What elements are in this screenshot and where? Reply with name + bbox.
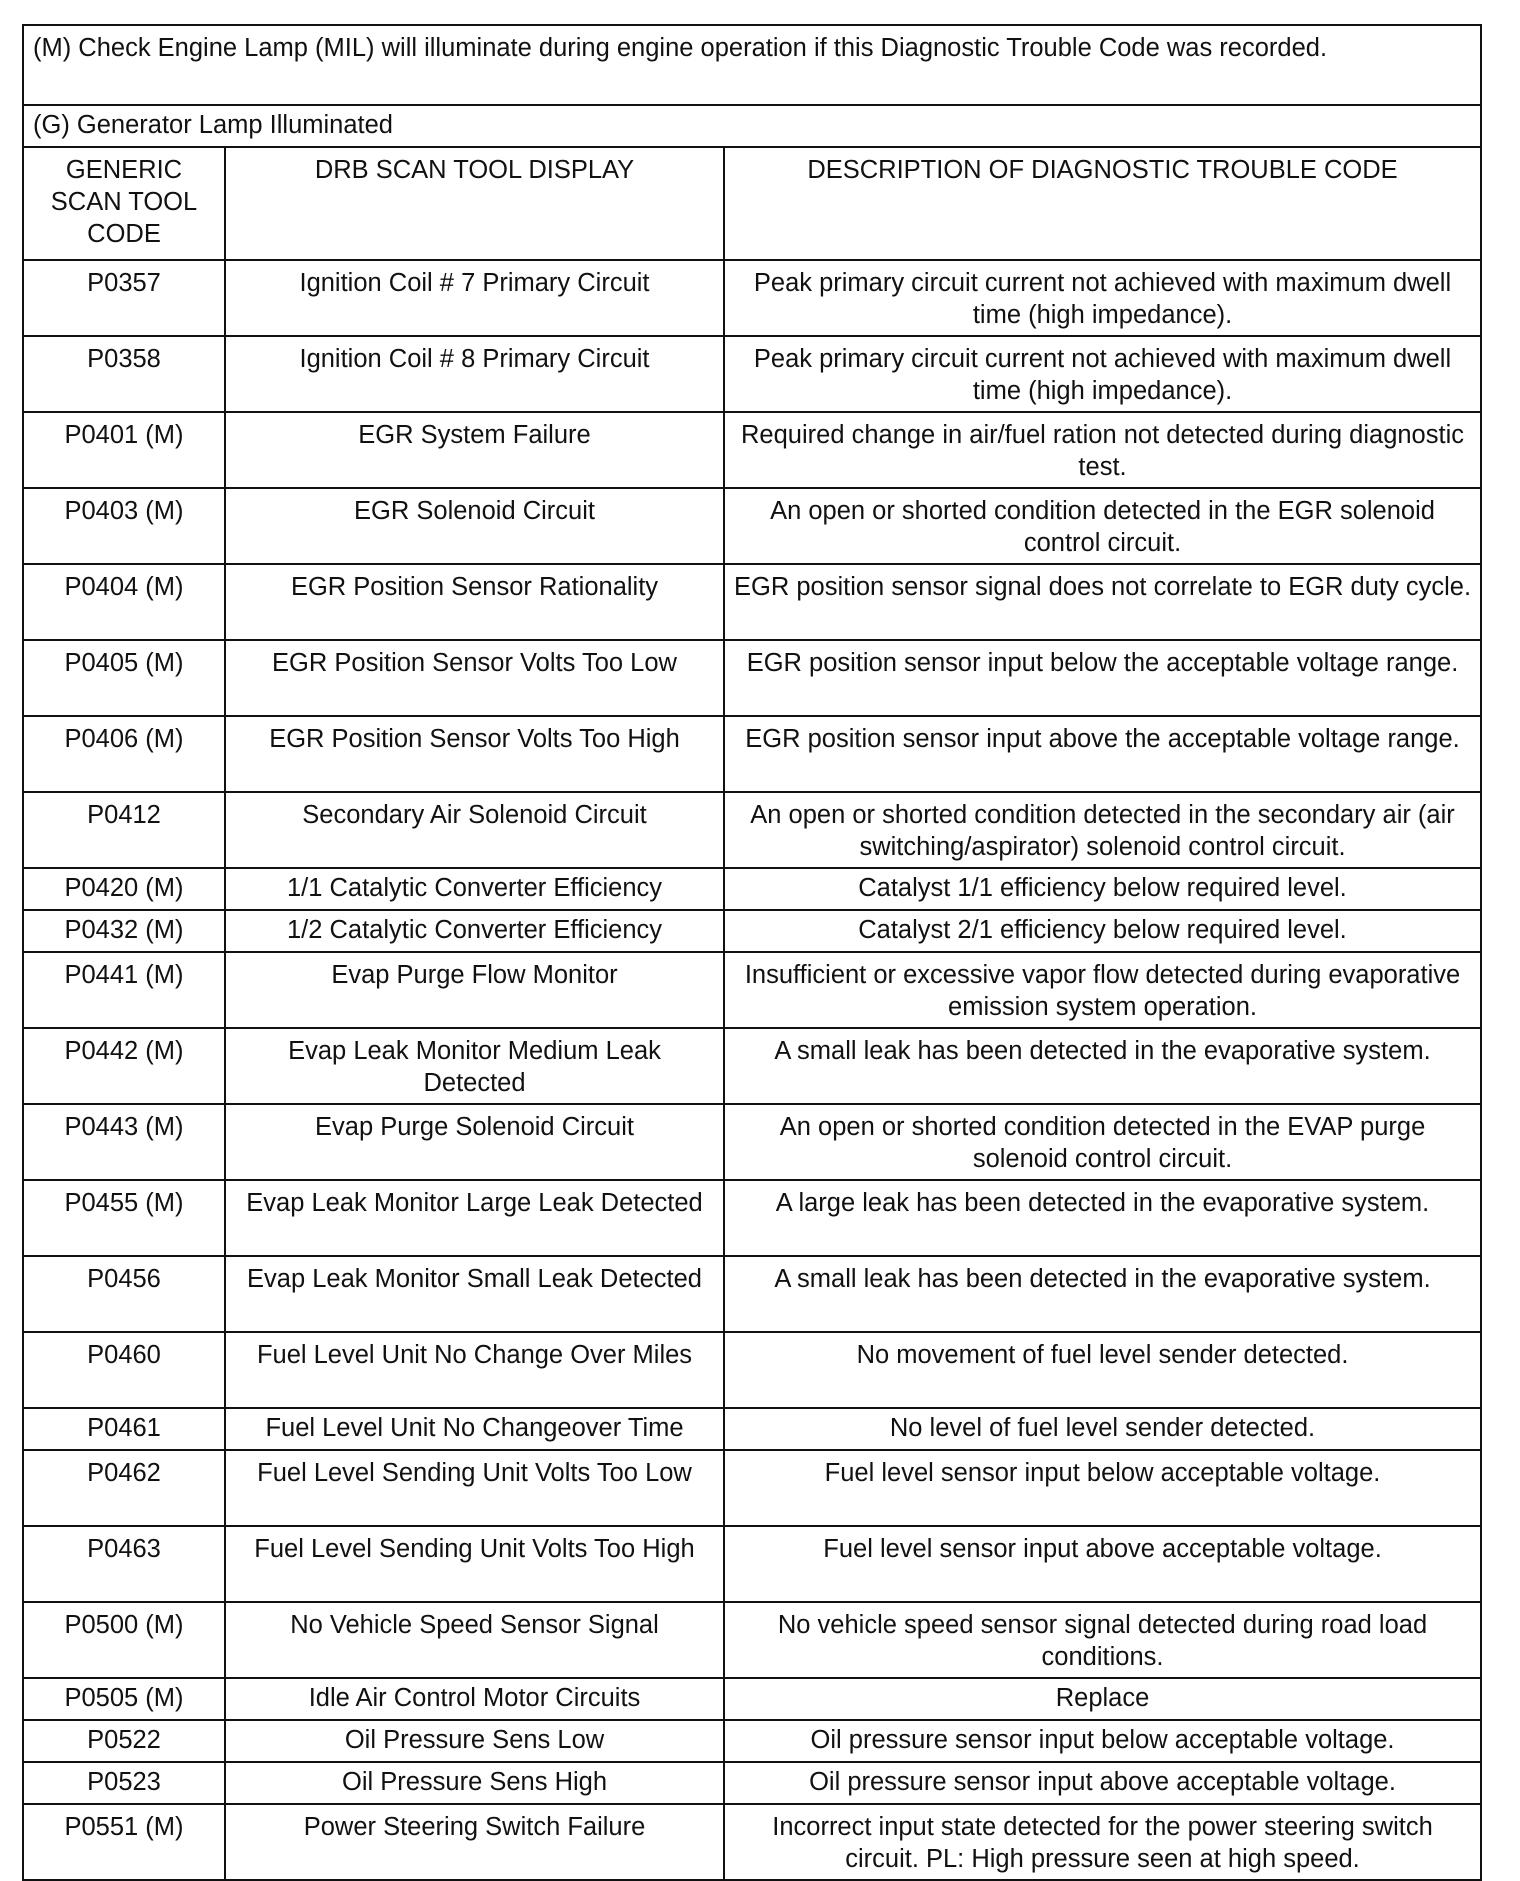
- scan-tool-display: EGR Position Sensor Rationality: [225, 564, 724, 640]
- header-description: DESCRIPTION OF DIAGNOSTIC TROUBLE CODE: [724, 147, 1481, 260]
- mil-note: (M) Check Engine Lamp (MIL) will illuminate during engine operation if this Diagnostic Trouble Code was recorded.: [23, 25, 1481, 105]
- dtc-code: P0460: [23, 1332, 225, 1408]
- dtc-description: EGR position sensor input below the acceptable voltage range.: [724, 640, 1481, 716]
- scan-tool-display: Evap Purge Solenoid Circuit: [225, 1104, 724, 1180]
- scan-tool-display: 1/1 Catalytic Converter Efficiency: [225, 868, 724, 910]
- dtc-description: An open or shorted condition detected in the secondary air (air switching/aspirator) solenoid control circuit.: [724, 792, 1481, 868]
- dtc-description: Insufficient or excessive vapor flow detected during evaporative emission system operation.: [724, 952, 1481, 1028]
- table-row: [23, 1602, 1481, 1678]
- table-row: [23, 792, 1481, 868]
- dtc-description: Catalyst 1/1 efficiency below required level.: [724, 868, 1481, 910]
- generator-note-row: [23, 105, 1481, 147]
- dtc-description: EGR position sensor signal does not correlate to EGR duty cycle.: [724, 564, 1481, 640]
- dtc-description: A small leak has been detected in the evaporative system.: [724, 1028, 1481, 1104]
- dtc-description: A small leak has been detected in the evaporative system.: [724, 1256, 1481, 1332]
- dtc-code: P0443 (M): [23, 1104, 225, 1180]
- dtc-description: Required change in air/fuel ration not detected during diagnostic test.: [724, 412, 1481, 488]
- dtc-description: No vehicle speed sensor signal detected during road load conditions.: [724, 1602, 1481, 1678]
- scan-tool-display: Secondary Air Solenoid Circuit: [225, 792, 724, 868]
- dtc-code: P0404 (M): [23, 564, 225, 640]
- dtc-code: P0456: [23, 1256, 225, 1332]
- table-row: [23, 260, 1481, 336]
- scan-tool-display: Fuel Level Unit No Changeover Time: [225, 1408, 724, 1450]
- dtc-code: P0401 (M): [23, 412, 225, 488]
- scan-tool-display: No Vehicle Speed Sensor Signal: [225, 1602, 724, 1678]
- scan-tool-display: Fuel Level Unit No Change Over Miles: [225, 1332, 724, 1408]
- mil-note-row: [23, 25, 1481, 105]
- generator-note: (G) Generator Lamp Illuminated: [23, 105, 1481, 147]
- scan-tool-display: EGR Solenoid Circuit: [225, 488, 724, 564]
- table-row: [23, 564, 1481, 640]
- dtc-code: P0505 (M): [23, 1678, 225, 1720]
- scan-tool-display: EGR Position Sensor Volts Too High: [225, 716, 724, 792]
- scan-tool-display: EGR Position Sensor Volts Too Low: [225, 640, 724, 716]
- table-row: [23, 716, 1481, 792]
- dtc-code: P0405 (M): [23, 640, 225, 716]
- table-row: [23, 1180, 1481, 1256]
- scan-tool-display: Evap Leak Monitor Small Leak Detected: [225, 1256, 724, 1332]
- dtc-description: Fuel level sensor input above acceptable voltage.: [724, 1526, 1481, 1602]
- dtc-code: P0357: [23, 260, 225, 336]
- dtc-code: P0441 (M): [23, 952, 225, 1028]
- scan-tool-display: Oil Pressure Sens Low: [225, 1720, 724, 1762]
- dtc-description: Catalyst 2/1 efficiency below required level.: [724, 910, 1481, 952]
- table-row: [23, 1450, 1481, 1526]
- scan-tool-display: Evap Leak Monitor Medium Leak Detected: [225, 1028, 724, 1104]
- dtc-description: Incorrect input state detected for the power steering switch circuit. PL: High pressure seen at high speed.: [724, 1804, 1481, 1880]
- dtc-description: Replace: [724, 1678, 1481, 1720]
- dtc-description: Oil pressure sensor input above acceptable voltage.: [724, 1762, 1481, 1804]
- table-row: [23, 1678, 1481, 1720]
- dtc-description: Peak primary circuit current not achieved with maximum dwell time (high impedance).: [724, 260, 1481, 336]
- dtc-table: [22, 24, 1482, 1881]
- scan-tool-display: Oil Pressure Sens High: [225, 1762, 724, 1804]
- scan-tool-display: EGR System Failure: [225, 412, 724, 488]
- scan-tool-display: Ignition Coil # 7 Primary Circuit: [225, 260, 724, 336]
- table-row: [23, 952, 1481, 1028]
- table-row: [23, 1720, 1481, 1762]
- dtc-description: An open or shorted condition detected in the EVAP purge solenoid control circuit.: [724, 1104, 1481, 1180]
- dtc-description: Fuel level sensor input below acceptable voltage.: [724, 1450, 1481, 1526]
- dtc-code: P0500 (M): [23, 1602, 225, 1678]
- table-row: [23, 910, 1481, 952]
- dtc-code: P0461: [23, 1408, 225, 1450]
- dtc-code: P0403 (M): [23, 488, 225, 564]
- header-code: GENERIC SCAN TOOL CODE: [23, 147, 225, 260]
- dtc-description: A large leak has been detected in the evaporative system.: [724, 1180, 1481, 1256]
- scan-tool-display: Evap Leak Monitor Large Leak Detected: [225, 1180, 724, 1256]
- scan-tool-display: Power Steering Switch Failure: [225, 1804, 724, 1880]
- header-row: [23, 147, 1481, 260]
- dtc-description: Peak primary circuit current not achieved with maximum dwell time (high impedance).: [724, 336, 1481, 412]
- scan-tool-display: Fuel Level Sending Unit Volts Too Low: [225, 1450, 724, 1526]
- dtc-code: P0523: [23, 1762, 225, 1804]
- table-row: [23, 1762, 1481, 1804]
- dtc-description: EGR position sensor input above the acceptable voltage range.: [724, 716, 1481, 792]
- table-row: [23, 412, 1481, 488]
- dtc-code: P0432 (M): [23, 910, 225, 952]
- table-row: [23, 1408, 1481, 1450]
- table-row: [23, 1028, 1481, 1104]
- scan-tool-display: Fuel Level Sending Unit Volts Too High: [225, 1526, 724, 1602]
- dtc-description: No movement of fuel level sender detected.: [724, 1332, 1481, 1408]
- scan-tool-display: Idle Air Control Motor Circuits: [225, 1678, 724, 1720]
- dtc-code: P0462: [23, 1450, 225, 1526]
- scan-tool-display: Ignition Coil # 8 Primary Circuit: [225, 336, 724, 412]
- table-row: [23, 1256, 1481, 1332]
- table-row: [23, 868, 1481, 910]
- dtc-code: P0463: [23, 1526, 225, 1602]
- dtc-code: P0412: [23, 792, 225, 868]
- table-row: [23, 1104, 1481, 1180]
- dtc-code: P0455 (M): [23, 1180, 225, 1256]
- scan-tool-display: Evap Purge Flow Monitor: [225, 952, 724, 1028]
- dtc-code: P0551 (M): [23, 1804, 225, 1880]
- dtc-code: P0406 (M): [23, 716, 225, 792]
- table-row: [23, 488, 1481, 564]
- table-row: [23, 336, 1481, 412]
- scan-tool-display: 1/2 Catalytic Converter Efficiency: [225, 910, 724, 952]
- table-row: [23, 1804, 1481, 1880]
- dtc-code: P0420 (M): [23, 868, 225, 910]
- dtc-code: P0442 (M): [23, 1028, 225, 1104]
- dtc-description: An open or shorted condition detected in the EGR solenoid control circuit.: [724, 488, 1481, 564]
- table-row: [23, 1332, 1481, 1408]
- table-row: [23, 640, 1481, 716]
- dtc-description: Oil pressure sensor input below acceptable voltage.: [724, 1720, 1481, 1762]
- dtc-code: P0358: [23, 336, 225, 412]
- header-display: DRB SCAN TOOL DISPLAY: [225, 147, 724, 260]
- dtc-code: P0522: [23, 1720, 225, 1762]
- dtc-description: No level of fuel level sender detected.: [724, 1408, 1481, 1450]
- table-row: [23, 1526, 1481, 1602]
